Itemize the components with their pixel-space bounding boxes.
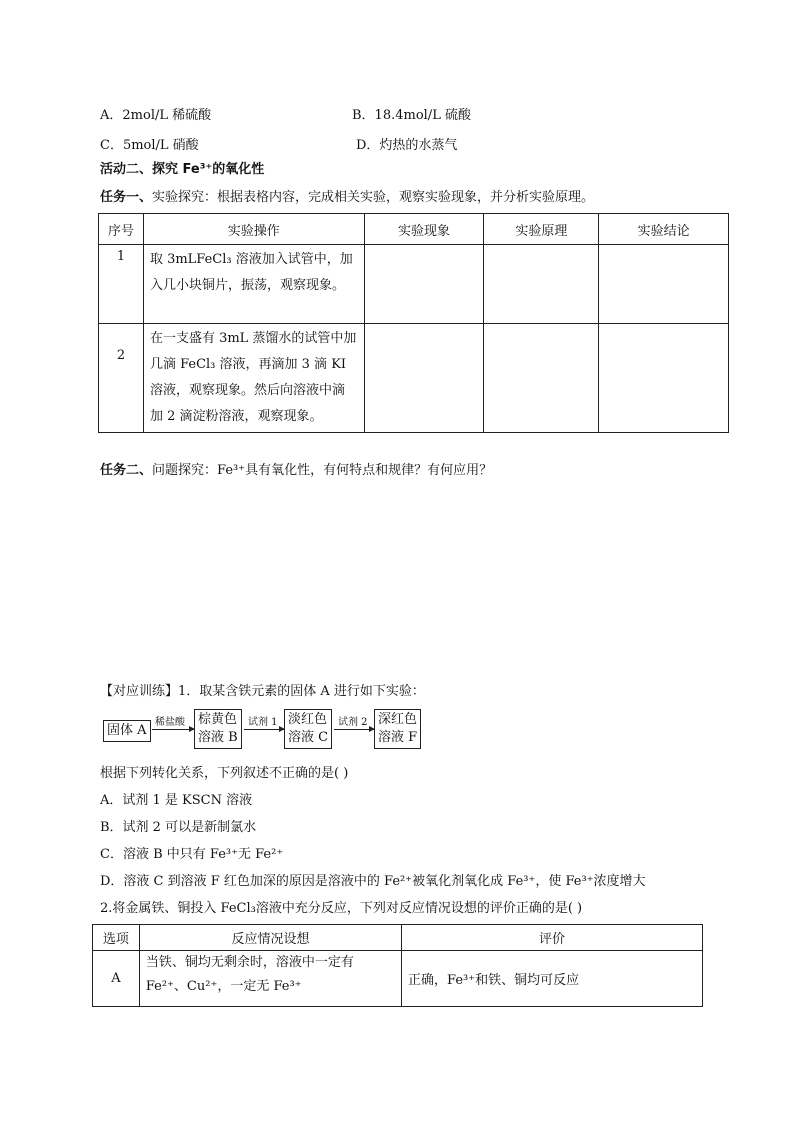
practice-option-c: C．溶液 B 中只有 Fe³⁺无 Fe²⁺ <box>100 847 284 862</box>
col-header: 评价 <box>402 925 703 951</box>
task2-line <box>100 459 492 478</box>
experiment-table-header <box>99 214 729 245</box>
row-operation <box>143 324 364 433</box>
task1-label: 任务一、 <box>100 190 153 205</box>
box-solution-c <box>284 709 332 749</box>
arrow-label-reagent1: 试剂 1 <box>248 717 278 728</box>
option-d: D．灼热的水蒸气 <box>356 138 458 153</box>
practice-intro: 【对应训练】1．取某含铁元素的固体 A 进行如下实验： <box>100 684 425 699</box>
col-header: 实验结论 <box>599 214 729 245</box>
option-cell: A <box>93 951 140 1007</box>
col-header: 实验原理 <box>484 214 599 245</box>
col-header: 序号 <box>99 214 144 245</box>
principle-cell[interactable] <box>484 324 599 433</box>
arrow-1 <box>152 729 194 730</box>
task2-label: 任务二、 <box>100 463 153 478</box>
operation-text: 取 3mLFeCl₃ 溶液加入试管中，加入几小块铜片，振荡，观察现象。 <box>149 252 353 293</box>
task1-line <box>100 186 594 205</box>
task1-text: 实验探究：根据表格内容，完成相关实验，观察实验现象，并分析实验原理。 <box>152 190 595 205</box>
col-header: 反应情况设想 <box>139 925 401 951</box>
row-operation <box>143 245 364 324</box>
col-header: 选项 <box>93 925 140 951</box>
principle-cell[interactable] <box>484 245 599 324</box>
box-f-line1: 深红色 <box>378 712 418 727</box>
practice-option-b: B．试剂 2 可以是新制氯水 <box>100 820 257 835</box>
table-row <box>99 245 729 324</box>
phenomenon-cell[interactable] <box>364 245 484 324</box>
task2-text: 问题探究：Fe³⁺具有氧化性，有何特点和规律？有何应用？ <box>152 463 493 478</box>
q2-question: 2.将金属铁、铜投入 FeCl₃溶液中充分反应，下列对反应情况设想的评价正确的是( ) <box>100 901 583 916</box>
arrow-3 <box>334 729 374 730</box>
table-row <box>99 324 729 433</box>
operation-text: 在一支盛有 3mL 蒸馏水的试管中加几滴 FeCl₃ 溶液，再滴加 3 滴 KI 溶液，观察现象。然后向溶液中滴加 2 滴淀粉溶液，观察现象。 <box>149 331 357 424</box>
row-number: 2 <box>99 324 144 433</box>
conclusion-cell[interactable] <box>599 324 729 433</box>
box-solution-b <box>194 709 242 749</box>
evaluation-table-header <box>93 925 703 951</box>
practice-option-a: A．试剂 1 是 KSCN 溶液 <box>100 793 253 808</box>
col-header: 实验操作 <box>143 214 364 245</box>
option-c: C．5mol/L 硝酸 <box>100 138 199 153</box>
practice-question: 根据下列转化关系，下列叙述不正确的是( ) <box>100 766 349 781</box>
box-solution-f <box>374 709 421 749</box>
box-solid-a: 固体 A <box>103 720 151 742</box>
arrow-label-hcl: 稀盐酸 <box>155 717 185 728</box>
arrow-label-reagent2: 试剂 2 <box>338 717 368 728</box>
idea-cell <box>139 951 401 1007</box>
experiment-table <box>98 213 729 433</box>
evaluation-table <box>92 924 703 1007</box>
box-b-line1: 棕黄色 <box>198 712 238 727</box>
box-c-line1: 淡红色 <box>288 712 328 727</box>
phenomenon-cell[interactable] <box>364 324 484 433</box>
option-b: B．18.4mol/L 硫酸 <box>352 108 471 123</box>
practice-option-d: D．溶液 C 到溶液 F 红色加深的原因是溶液中的 Fe²⁺被氧化剂氧化成 Fe³⁺，使 Fe³⁺浓度增大 <box>100 874 646 889</box>
box-f-line2: 溶液 F <box>378 730 418 745</box>
option-a: A．2mol/L 稀硫酸 <box>100 108 212 123</box>
box-b-line2: 溶液 B <box>198 730 238 745</box>
evaluation-cell: 正确，Fe³⁺和铁、铜均可反应 <box>402 951 703 1007</box>
activity-title: 活动二、探究 Fe³⁺的氧化性 <box>100 162 265 177</box>
conclusion-cell[interactable] <box>599 245 729 324</box>
row-number: 1 <box>99 245 144 324</box>
arrow-2 <box>244 729 284 730</box>
table-row <box>93 951 703 1007</box>
box-c-line2: 溶液 C <box>288 730 329 745</box>
idea-text: 当铁、铜均无剩余时，溶液中一定有 Fe²⁺、Cu²⁺，一定无 Fe³⁺ <box>145 955 354 994</box>
col-header: 实验现象 <box>364 214 484 245</box>
